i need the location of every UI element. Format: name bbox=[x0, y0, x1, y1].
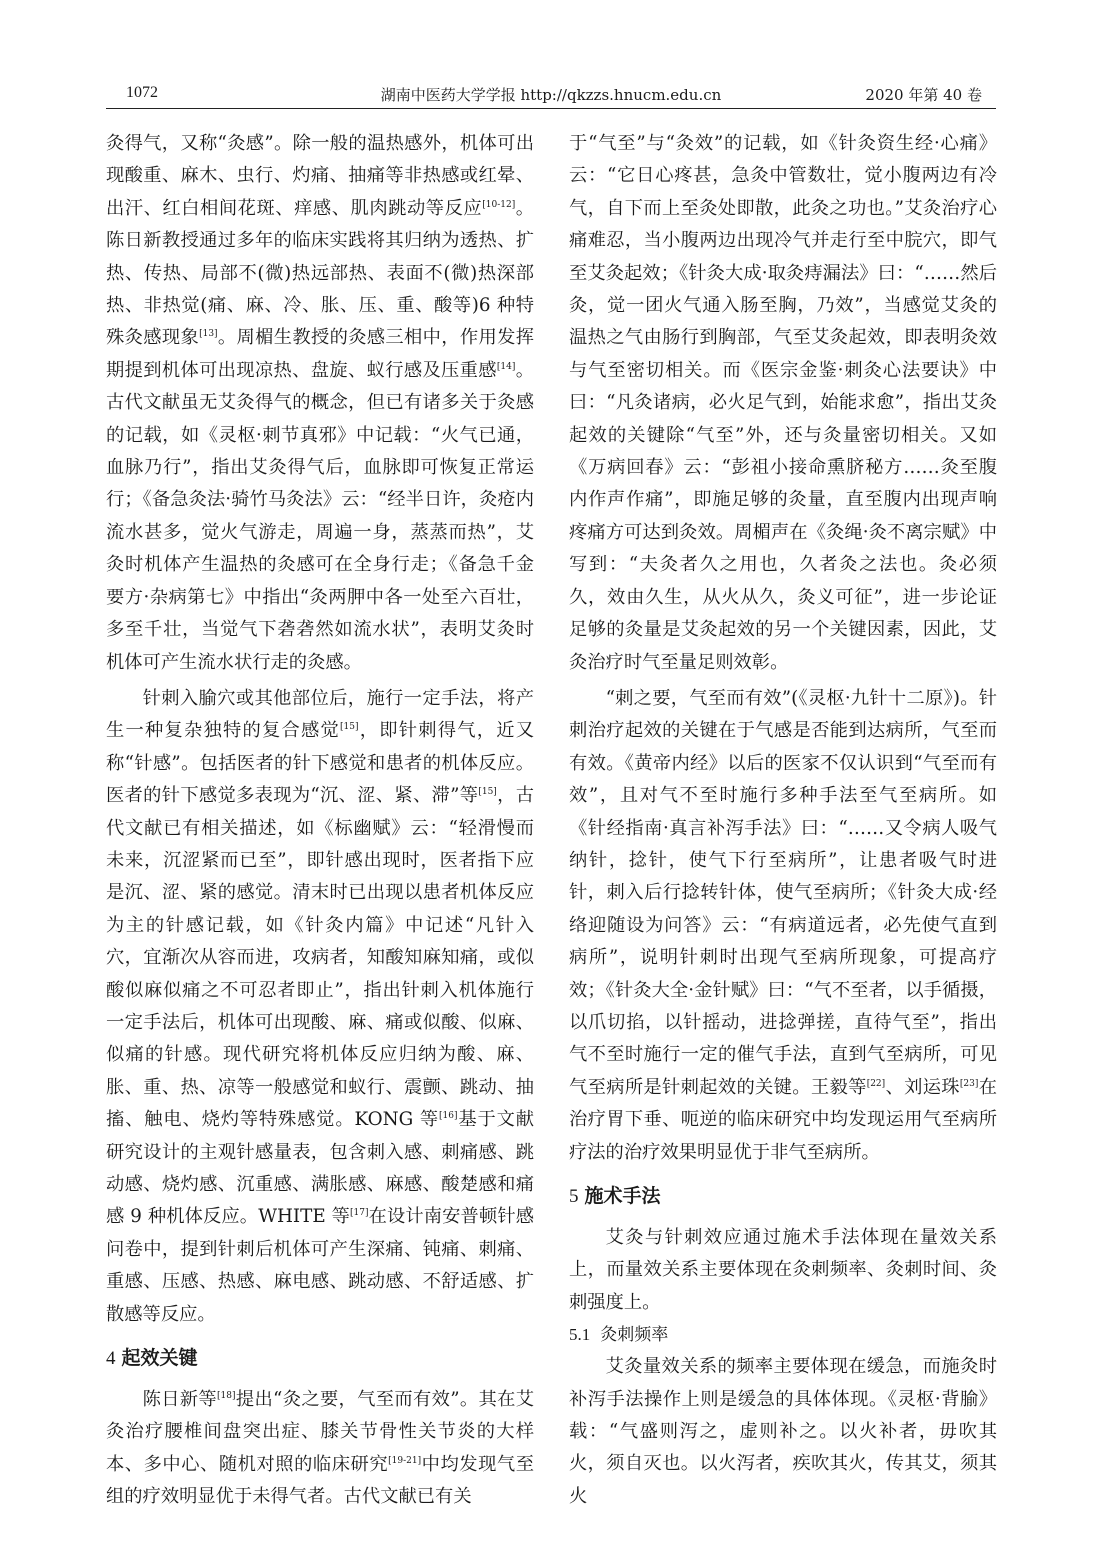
volume-info: 2020 年第 40 卷 bbox=[865, 86, 982, 104]
reference-mark: [18] bbox=[217, 1390, 236, 1401]
section-heading-5: 5 施术手法 bbox=[569, 1185, 661, 1207]
page-header bbox=[106, 80, 996, 109]
paragraph-technique-intro: 艾灸与针刺效应通过施术手法体现在量效关系上，而量效关系主要体现在灸刺频率、灸刺时间、灸刺强度上。 bbox=[569, 1227, 997, 1313]
journal-name: 湖南中医药大学学报 http://qkzzs.hnucm.edu.cn bbox=[380, 86, 722, 104]
reference-mark: [15] bbox=[478, 787, 497, 798]
paragraph-moxibustion-sensation: 灸得气，又称“灸感”。除一般的温热感外，机体可出现酸重、麻木、虫行、灼痛、抽痛等非热感或红晕、出汗、红白相间花斑、痒感、肌肉跳动等反应[10-12]。陈日新教授通过多年的临床实践将其归纳为透热、扩热、传热、局部不(微)热远部热、表面不(微)热深部热、非热觉(痛、麻、冷、胀、压、重、酸等)6 种特殊灸感现象[13]。周楣生教授的灸感三相中，作用发挥期提到机体可出现凉热、盘旋、蚁行感及压重感[14]。古代文献虽无艾灸得气的概念，但已有诸多关于灸感的记载，如《灵枢·刺节真邪》中记载：“火气已通，血脉乃行”，指出艾灸得气后，血脉即可恢复正常运行；《备急灸法·骑竹马灸法》云：“经半日许，灸疮内流水甚多，觉火气游走，周遍一身，蒸蒸而热”，艾灸时机体产生温热的灸感可在全身行走；《备急千金要方·杂病第七》中指出“灸两胛中各一处至六百壮，多至千壮，当觉气下砻砻然如流水状”，表明艾灸时机体可产生流水状行走的灸感。 bbox=[106, 133, 535, 673]
paragraph-needling-qi-arrival: “刺之要，气至而有效”(《灵枢·九针十二原》)。针刺治疗起效的关键在于气感是否能到达病所，气至而有效。《黄帝内经》以后的医家不仅认识到“气至而有效”，且对气不至时施行多种手法至气至病所。如《针经指南·真言补泻手法》曰：“……又令病人吸气纳针，捻针，使气下行至病所”，让患者吸气时进针，刺入后行捻转针体，使气至病所；《针灸大成·经络迎随设为问答》云：“有病道远者，必先使气直到病所”，说明针刺时出现气至病所现象，可提高疗效；《针灸大全·金针赋》曰：“气不至者，以手循摄，以爪切掐，以针摇动，进捻弹搓，直待气至”，指出气不至时施行一定的催气手法，直到气至病所，可见气至病所是针刺起效的关键。王毅等[22]、刘运珠[23]在治疗胃下垂、呃逆的临床研究中均发现运用气至病所疗法的治疗效果明显优于非气至病所。 bbox=[569, 687, 998, 1163]
reference-mark: [22] bbox=[866, 1078, 886, 1089]
subsection-heading-5-1: 5.1 灸刺频率 bbox=[569, 1325, 669, 1346]
reference-mark: [15] bbox=[340, 722, 359, 733]
section-heading-4: 4 起效关键 bbox=[106, 1347, 198, 1370]
reference-mark: [19-21] bbox=[388, 1455, 422, 1466]
paragraph-key-to-effect: 陈日新等[18]提出“灸之要，气至而有效”。其在艾灸治疗腰椎间盘突出症、膝关节骨性关节炎的大样本、多中心、随机对照的临床研究[19-21]中均发现气至组的疗效明显优于未得气者。古代文献已有关 bbox=[106, 1389, 535, 1508]
reference-mark: [23] bbox=[959, 1078, 979, 1089]
paragraph-frequency: 艾灸量效关系的频率主要体现在缓急，而施灸时补泻手法操作上则是缓急的具体体现。《灵枢·背腧》载：“气盛则泻之，虚则补之。以火补者，毋吹其火，须自灭也。以火泻者，疾吹其火，传其艾，须其火 bbox=[569, 1356, 997, 1507]
reference-mark: [10-12] bbox=[482, 199, 516, 210]
reference-mark: [14] bbox=[496, 361, 516, 372]
reference-mark: [13] bbox=[199, 329, 218, 340]
reference-mark: [16] bbox=[439, 1111, 458, 1122]
paragraph-needling-sensation: 针刺入腧穴或其他部位后，施行一定手法，将产生一种复杂独特的复合感觉[15]，即针刺得气，近又称“针感”。包括医者的针下感觉和患者的机体反应。医者的针下感觉多表现为“沉、涩、紧、滞”等[15]，古代文献已有相关描述，如《标幽赋》云：“轻滑慢而未来，沉涩紧而已至”，即针感出现时，医者指下应是沉、涩、紧的感觉。清末时已出现以患者机体反应为主的针感记载，如《针灸内篇》中记述“凡针入穴，宜渐次从容而进，攻病者，知酸知麻知痛，或似酸似麻似痛之不可忍者即止”，指出针刺入机体施行一定手法后，机体可出现酸、麻、痛或似酸、似麻、似痛的针感。现代研究将机体反应归纳为酸、麻、胀、重、热、凉等一般感觉和蚁行、震颤、跳动、抽搐、触电、烧灼等特殊感觉。KONG 等[16]基于文献研究设计的主观针感量表，包含刺入感、刺痛感、跳动感、烧灼感、沉重感、满胀感、麻感、酸楚感和痛感 9 种机体反应。WHITE 等[17]在设计南安普顿针感问卷中，提到针刺后机体可产生深痛、钝痛、刺痛、重感、压感、热感、麻电感、跳动感、不舒适感、扩散感等反应。 bbox=[106, 687, 535, 1325]
page-number: 1072 bbox=[126, 84, 158, 101]
paragraph-qi-arrival-records: 于“气至”与“灸效”的记载，如《针灸资生经·心痛》云：“它日心疼甚，急灸中管数壮，觉小腹两边有冷气，自下而上至灸处即散，此灸之功也。”艾灸治疗心痛难忍，当小腹两边出现冷气并走行至中脘穴，即气至艾灸起效；《针灸大成·取灸痔漏法》曰：“……然后灸，觉一团火气通入肠至胸，乃效”，当感觉艾灸的温热之气由肠行到胸部，气至艾灸起效，即表明灸效与气至密切相关。而《医宗金鉴·刺灸心法要诀》中曰：“凡灸诸病，必火足气到，始能求愈”，指出艾灸起效的关键除“气至”外，还与灸量密切相关。又如《万病回春》云：“彭祖小接命熏脐秘方……灸至腹内作声作痛”，即施足够的灸量，直至腹内出现声响疼痛方可达到灸效。周楣声在《灸绳·灸不离宗赋》中写到：“夫灸者久之用也，久者灸之法也。灸必须久，效由久生，从火从久，灸义可征”，进一步论证足够的灸量是艾灸起效的另一个关键因素，因此，艾灸治疗时气至量足则效彰。 bbox=[569, 133, 997, 673]
right-column bbox=[569, 128, 997, 1513]
reference-mark: [17] bbox=[350, 1208, 369, 1219]
left-column bbox=[106, 128, 534, 1514]
